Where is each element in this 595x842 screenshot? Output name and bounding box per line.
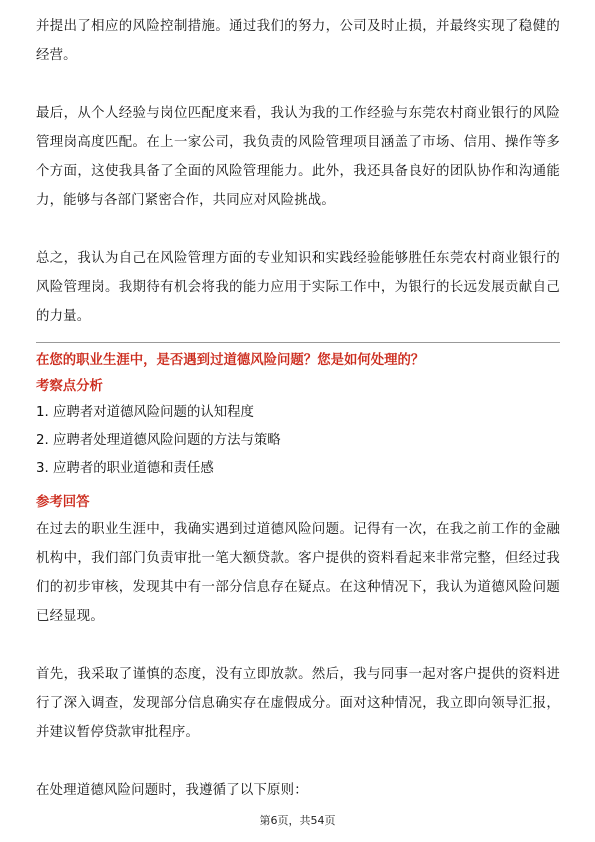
paragraph-gap xyxy=(36,747,560,776)
analysis-item-1: 1. 应聘者对道德风险问题的认知程度 xyxy=(36,405,254,420)
page-number: 第6页，共54页 xyxy=(259,814,336,827)
answer-paragraph-1: 在过去的职业生涯中，我确实遇到过道德风险问题。记得有一次，在我之前工作的金融机构中，我们部门负责审批一笔大额贷款。客户提供的资料看起来非常完整，但经过我们的初步审核，发现其中有一部分信息存在疑点。在这种情况下，我认为道德风险问题已经显现。 xyxy=(36,522,560,624)
analysis-item-3: 3. 应聘者的职业道德和责任感 xyxy=(36,461,214,476)
intro-paragraph-3: 总之，我认为自己在风险管理方面的专业知识和实践经验能够胜任东莞农村商业银行的风险管理岗。我期待有机会将我的能力应用于实际工作中，为银行的长远发展贡献自己的力量。 xyxy=(36,251,560,324)
analysis-list xyxy=(36,399,560,483)
paragraph-gap xyxy=(36,215,560,244)
answer-heading: 参考回答 xyxy=(36,495,90,510)
section-divider xyxy=(36,342,560,343)
analysis-heading: 考察点分析 xyxy=(36,379,103,394)
analysis-item-2: 2. 应聘者处理道德风险问题的方法与策略 xyxy=(36,433,281,448)
paragraph-gap xyxy=(36,631,560,660)
intro-paragraph-2: 最后，从个人经验与岗位匹配度来看，我认为我的工作经验与东莞农村商业银行的风险管理岗高度匹配。在上一家公司，我负责的风险管理项目涵盖了市场、信用、操作等多个方面，这使我具备了全面的风险管理能力。此外，我还具备良好的团队协作和沟通能力，能够与各部门紧密合作，共同应对风险挑战。 xyxy=(36,106,560,208)
page-content xyxy=(36,12,560,805)
answer-paragraph-2: 首先，我采取了谨慎的态度，没有立即放款。然后，我与同事一起对客户提供的资料进行了深入调查，发现部分信息确实存在虚假成分。面对这种情况，我立即向领导汇报，并建议暂停贷款审批程序。 xyxy=(36,667,560,740)
paragraph-gap xyxy=(36,70,560,99)
intro-paragraph-1: 并提出了相应的风险控制措施。通过我们的努力，公司及时止损，并最终实现了稳健的经营。 xyxy=(36,19,560,63)
answer-paragraph-3: 在处理道德风险问题时，我遵循了以下原则： xyxy=(36,783,308,798)
interview-question: 在您的职业生涯中，是否遇到过道德风险问题？您是如何处理的？ xyxy=(36,353,425,368)
section-gap xyxy=(36,483,560,491)
